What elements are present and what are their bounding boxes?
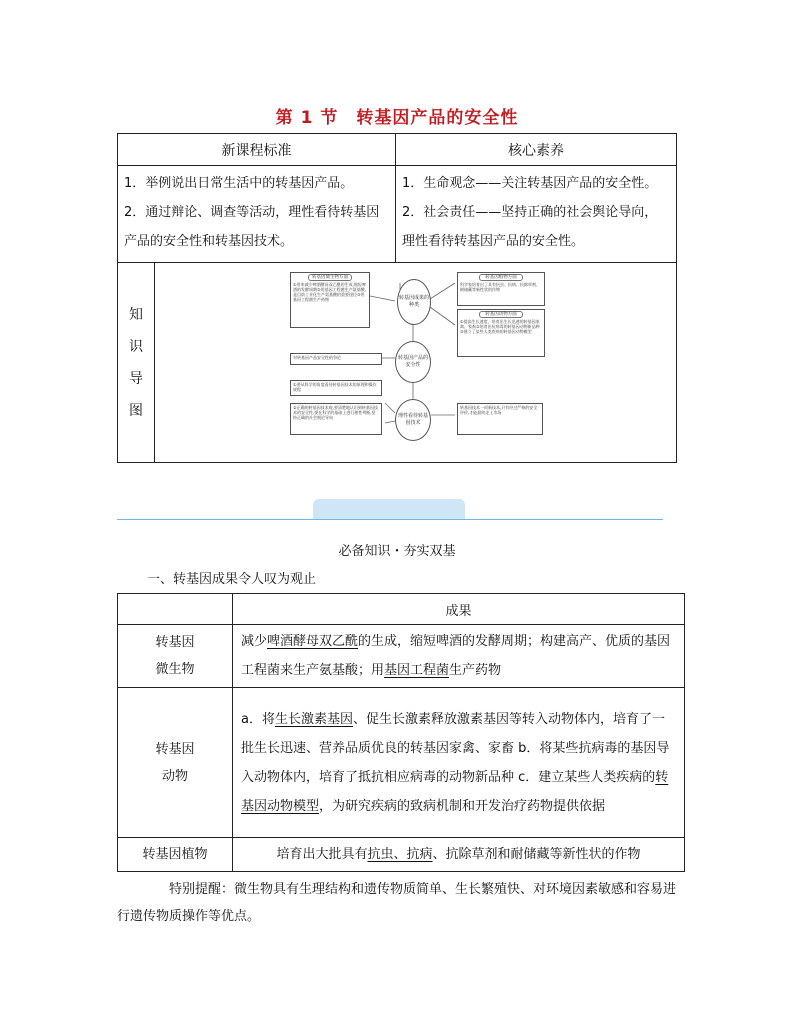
center-node-types: 转基因成果的种类 [397, 279, 431, 325]
header-literacy: 核心素养 [396, 134, 677, 166]
center-node-safety: 转基因产品的安全性 [395, 341, 431, 383]
header-results: 成果 [233, 594, 685, 625]
literacy-item: 2．社会责任——坚持正确的社会舆论导向，理性看待转基因产品的安全性。 [402, 205, 658, 249]
page-title [0, 103, 794, 128]
literacy-cell [396, 166, 677, 263]
mindmap-label: 知 识 导 图 [118, 263, 155, 463]
header-standards: 新课程标准 [118, 134, 396, 166]
results-table [117, 593, 685, 872]
special-note: 特别提醒：微生物具有生理结构和遗传物质简单、生长繁殖快、对环境因素敏感和容易进行遗传物质操作等优点。 [117, 882, 677, 924]
section-name: 转基因产品的安全性 [356, 108, 519, 128]
section-tab [313, 499, 465, 519]
row-content-plant: 培育出大批具有抗虫、抗病、抗除草剂和耐储藏等新性状的作物 [233, 838, 685, 872]
mindmap [155, 263, 675, 462]
blank-answer: 基因工程菌 [384, 663, 450, 678]
mindmap-cell [155, 263, 677, 463]
blank-answer: 转基因动物模型 [241, 769, 669, 814]
header-empty [118, 594, 233, 625]
box-plant: 转基因植物方面 科学家培育出了具有抗虫、抗病、抗除草剂、耐储藏等新性状的作物 [457, 272, 545, 306]
row-content-animal: a．将生长激素基因、促生长激素释放激素基因等转入动物体内，培育了一批生长迅速、营养品质优良的转基因家禽、家畜 b．将某些抗病毒的基因导入动物体内，培育了抵抗相应病毒的动物新品种 c．建立某些人类疾病的转基因动物模型，为研究疾病的致病机制和开发治疗药物提供依据 [233, 688, 685, 838]
box-reason-2: ②正确的转基因技术观,要清楚地认识到转基因技术的安全性,要在科学的基础上进行理性判断,坚持正确的社会舆论导向 [290, 403, 382, 435]
literacy-item: 1．生命观念——关注转基因产品的安全性。 [402, 176, 658, 191]
standard-item: 2．通过辩论、调查等活动，理性看待转基因产品的安全性和转基因技术。 [124, 205, 380, 249]
blank-answer: 啤酒酵母双乙酰 [267, 634, 359, 649]
box-reason-3: 转基因技术一项新技术,只有经过严格的安全评价,才能最终走上市场 [457, 403, 543, 435]
section-number: 第 1 节 [275, 108, 339, 128]
box-reason-1: ①要从科学的角度看待转基因技术的原理和操作规程 [290, 380, 382, 396]
box-safety-debate: 对转基因产品安全性的争论 [290, 353, 382, 365]
row-label-plant: 转基因植物 [118, 838, 233, 872]
center-heading: 必备知识・夯实双基 [338, 544, 456, 559]
standards-cell [118, 166, 396, 263]
row-label-microbe: 转基因 微生物 [118, 625, 233, 688]
section-heading: 一、转基因成果令人叹为观止 [147, 572, 317, 587]
center-node-rational: 理性看待转基因技术 [395, 399, 431, 441]
blank-answer: 生长激素基因 [274, 711, 353, 727]
box-microbe: 转基因微生物方面 ①用来减少啤酒酵母双乙酰的生成,缩短啤酒的发酵周期②用基因工程菌生产氨基酸,是目前工业化生产氨基酸的重要途径③用基因工程菌生产药物 [290, 272, 370, 328]
box-animal: 转基因动物方面 ①提高生长速度，培育出生长迅速的转基因家禽、家畜②培育出抗病毒的转基因动物新品种③建立了某些人类疾病的转基因动物模型 [457, 309, 545, 357]
section-divider [117, 519, 663, 520]
standards-table [117, 133, 677, 463]
row-label-animal: 转基因 动物 [118, 688, 233, 838]
blank-answer: 抗虫、抗病 [367, 847, 433, 862]
standard-item: 1．举例说出日常生活中的转基因产品。 [124, 176, 354, 191]
row-content-microbe: 减少啤酒酵母双乙酰的生成，缩短啤酒的发酵周期；构建高产、优质的基因工程菌来生产氨基酸；用基因工程菌生产药物 [233, 625, 685, 688]
